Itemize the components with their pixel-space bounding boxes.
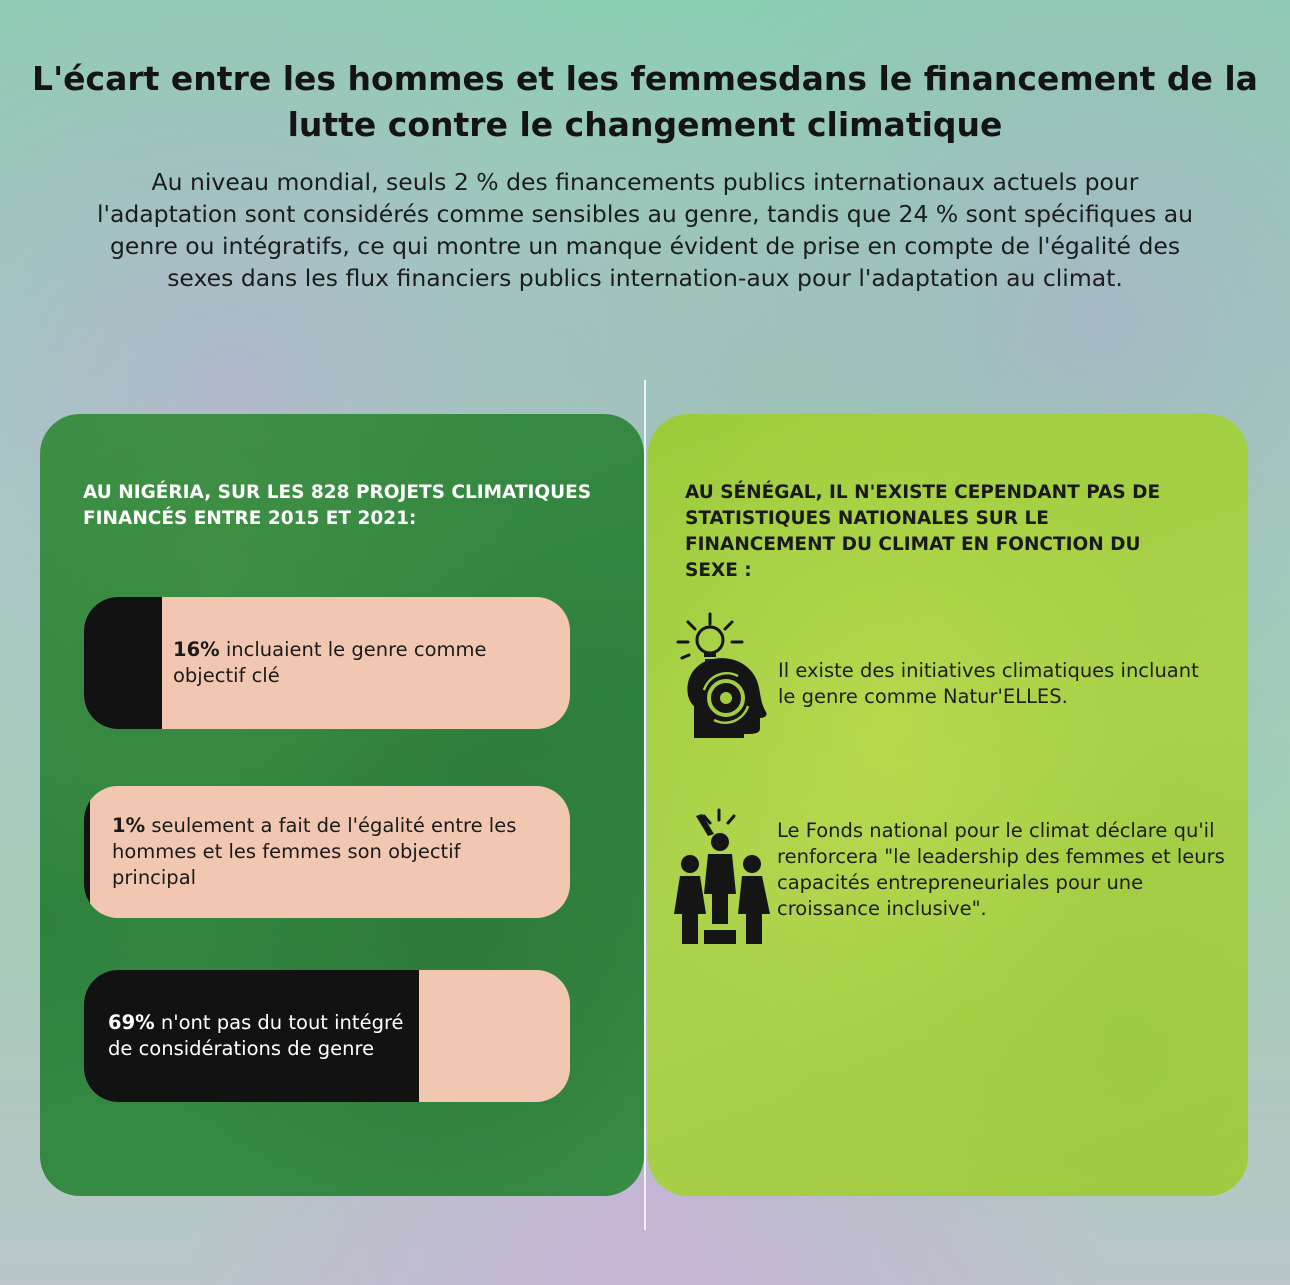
head-lightbulb-gear-icon [674,610,774,745]
stat-description: seulement a fait de l'égalité entre les hommes et les femmes son objectif principal [112,814,517,889]
stat-value: 1% [112,814,146,837]
nigeria-panel [40,414,644,1196]
stat-card [84,597,570,729]
senegal-panel [648,414,1248,1196]
stat-value: 69% [108,1011,155,1034]
initiative-text: Le Fonds national pour le climat déclare qu'il renforcera "le leadership des femmes et leurs capacités entrepreneuriales pour une croissance inclusive". [777,819,1225,920]
stat-text [108,970,408,1102]
initiative-text: Il existe des initiatives climatiques incluant le genre comme Natur'ELLES. [778,659,1199,708]
center-divider [644,380,646,1230]
initiative-item [674,806,1234,956]
stat-fill-bar [84,786,90,918]
stat-description: n'ont pas du tout intégré de considérations de genre [108,1011,404,1060]
initiative-item [674,610,1234,750]
stat-description: incluaient le genre comme objectif clé [173,638,487,687]
nigeria-heading: AU NIGÉRIA, SUR LES 828 PROJETS CLIMATIQUES FINANCÉS ENTRE 2015 ET 2021: [83,482,592,529]
stat-value: 16% [173,638,220,661]
stat-fill-bar [84,597,162,729]
women-leadership-group-icon [674,806,774,951]
stat-text [173,597,543,729]
page-title: L'écart entre les hommes et les femmesdans le financement de la lutte contre le changement climatique [32,59,1258,144]
stat-card [84,970,570,1102]
senegal-heading: AU SÉNÉGAL, IL N'EXISTE CEPENDANT PAS DE STATISTIQUES NATIONALES SUR LE FINANCEMENT DU CLIMAT EN FONCTION DU SEXE : [685,482,1161,581]
stat-text [112,786,542,918]
stat-card [84,786,570,918]
intro-paragraph: Au niveau mondial, seuls 2 % des financements publics internationaux actuels pour l'adaptation sont considérés comme sensibles au genre, tandis que 24 % sont spécifiques au genre ou intégratifs, ce qui montre un manque évident de prise en compte de l'égalité des sexes dans les flux financiers publics internation-aux pour l'adaptation au climat. [96,168,1194,292]
